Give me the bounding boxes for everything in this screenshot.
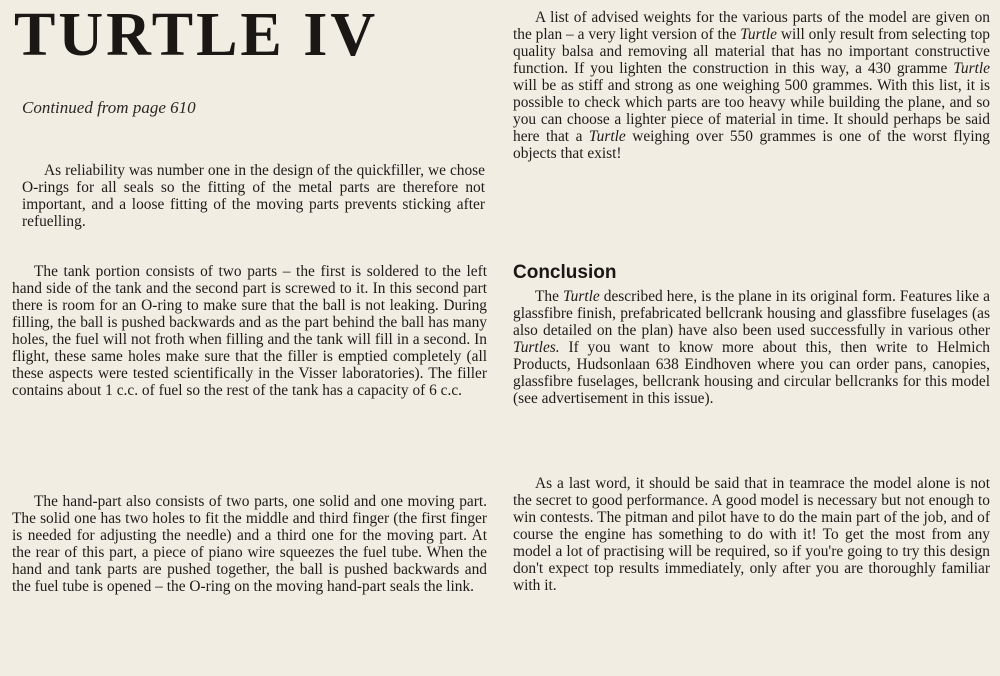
right-paragraph-2 bbox=[513, 288, 990, 407]
left-paragraph-3: The hand-part also consists of two parts, one solid and one moving part. The solid one has two holes to fit the middle and third finger (the first finger is needed for adjusting the needle) and a third one for the moving part. At the rear of this part, a piece of piano wire squeezes the fuel tube. When the hand and tank parts are pushed together, the ball is pushed backwards and the fuel tube is opened – the O-ring on the moving hand-part seals the link. bbox=[12, 493, 487, 596]
right-paragraph-1 bbox=[513, 9, 990, 162]
article-title: TURTLE IV bbox=[14, 1, 379, 69]
text-run: will be as stiff and strong as one weighing 500 grammes. With this list, it is possible to check which parts are too heavy while building the plane, and so you can choose a lighter piece of material in time. It should perhaps be said here that a bbox=[513, 77, 990, 146]
continued-note: Continued from page 610 bbox=[22, 98, 196, 117]
turtle-italic: Turtle bbox=[740, 26, 777, 44]
right-paragraph-3: As a last word, it should be said that in teamrace the model alone is not the secret to good performance. A good model is necessary but not enough to win contests. The pitman and pilot have to do the main part of the job, and of course the engine has something to do with it! To get the most from any model a lot of practising will be required, so if you're going to try this design don't expect top results immediately, only after you are thoroughly familiar with it. bbox=[513, 475, 990, 595]
turtle-italic: Turtle bbox=[562, 288, 600, 305]
text-run: A list of advised weights for the various parts of the model are given on the plan – a very light version of the bbox=[513, 9, 990, 44]
conclusion-heading: Conclusion bbox=[513, 262, 617, 283]
left-paragraph-2: The tank portion consists of two parts – the first is soldered to the left hand side of the tank and the second part is screwed to it. In this second part there is room for an O-ring to make sure that the ball is not leaking. During filling, the ball is pushed backwards and as the part behind the ball has many holes, the fuel will not froth when filling and the tank will fill in a second. In flight, these same holes make sure that the filler is emptied completely (all these aspects were tested scientifically in the Visser laboratories). The filler contains about 1 c.c. of fuel so the rest of the tank has a capacity of 6 c.c. bbox=[12, 263, 487, 400]
turtles-italic: Turtles. bbox=[513, 339, 560, 357]
turtle-italic: Turtle bbox=[953, 60, 990, 78]
turtle-italic: Turtle bbox=[588, 128, 626, 146]
text-run: If you want to know more about this, then write to Helmich Products, Hudsonlaan 638 Eindhoven where you can order pans, canopies, glassfibre fuselages, bellcrank housing and circular bellcranks for this model (see advertisement in this issue). bbox=[513, 339, 990, 408]
text-run: weighing over 550 grammes is one of the worst flying objects that exist! bbox=[513, 128, 990, 163]
text-run: The bbox=[535, 288, 563, 305]
left-paragraph-1: As reliability was number one in the design of the quickfiller, we chose O-rings for all seals so the fitting of the metal parts are therefore not important, and a loose fitting of the moving parts prevents sticking after refuelling. bbox=[22, 162, 485, 231]
text-run: will only result from selecting top quality balsa and removing all material that has no important constructive function. If you lighten the construction in this way, a 430 gramme bbox=[513, 26, 990, 78]
text-run: described here, is the plane in its original form. Features like a glassfibre finish, prefabricated bellcrank housing and glassfibre fuselages (as also detailed on the plan) have also been used successfully in various other bbox=[513, 288, 990, 340]
